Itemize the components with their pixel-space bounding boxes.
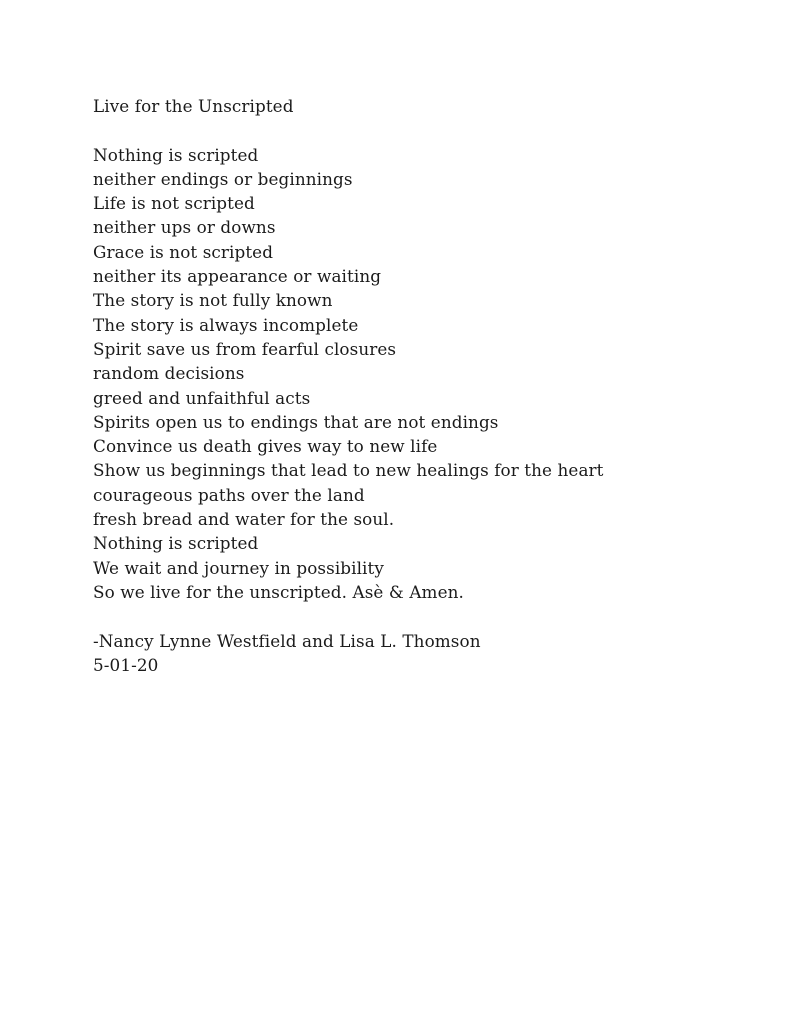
blank-line [93, 604, 752, 628]
poem-line: Spirit save us from fearful closures [93, 338, 397, 359]
poem-line: Nothing is scripted [93, 533, 259, 554]
poem-line: Life is not scripted [93, 193, 255, 214]
poem-line: So we live for the unscripted. Asè & Amen. [93, 581, 464, 602]
poem-date: 5-01-20 [93, 654, 159, 675]
poem-line: neither its appearance or waiting [93, 266, 382, 287]
poem-line: The story is not fully known [93, 290, 333, 311]
poem-attribution: -Nancy Lynne Westfield and Lisa L. Thomson [93, 630, 481, 651]
poem-line: Nothing is scripted [93, 144, 259, 165]
poem-line: Spirits open us to endings that are not endings [93, 411, 499, 432]
poem-line: neither endings or beginnings [93, 168, 353, 189]
poem-line: courageous paths over the land [93, 484, 365, 505]
poem-line: greed and unfaithful acts [93, 387, 311, 408]
poem-line: Convince us death gives way to new life [93, 436, 438, 457]
poem-line: Show us beginnings that lead to new healings for the heart [93, 460, 604, 481]
poem-line: The story is always incomplete [93, 314, 359, 335]
blank-line [93, 118, 752, 142]
poem-line: We wait and journey in possibility [93, 557, 384, 578]
poem-line: Grace is not scripted [93, 241, 274, 262]
poem-line: fresh bread and water for the soul. [93, 509, 395, 530]
poem-line: neither ups or downs [93, 217, 276, 238]
document-body [93, 94, 752, 677]
poem-title: Live for the Unscripted [93, 96, 294, 116]
poem-line: random decisions [93, 363, 245, 384]
